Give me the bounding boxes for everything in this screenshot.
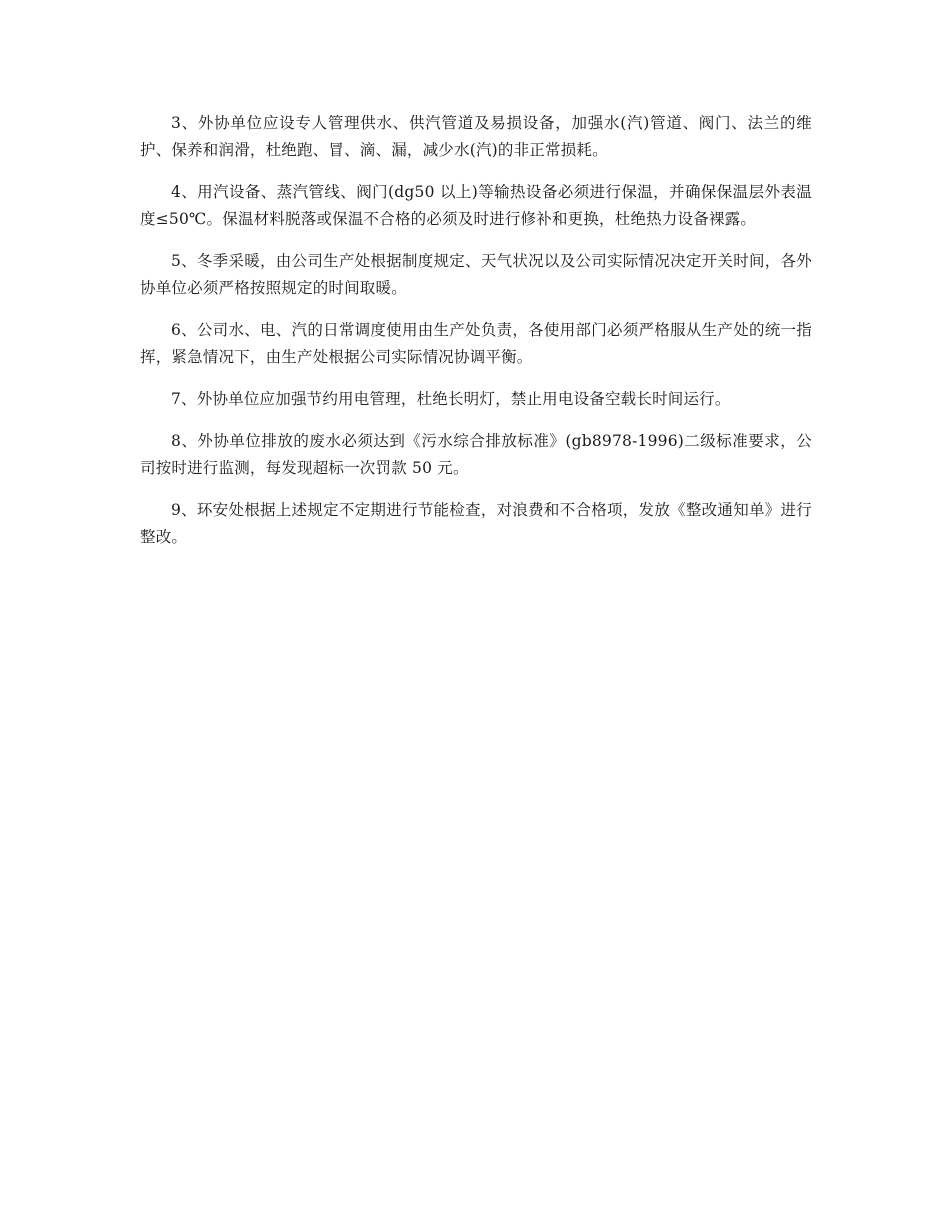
paragraph-item-8: 8、外协单位排放的废水必须达到《污水综合排放标准》(gb8978-1996)二级标准要求，公司按时进行监测，每发现超标一次罚款 50 元。 bbox=[140, 432, 812, 477]
paragraph-item-4: 4、用汽设备、蒸汽管线、阀门(dg50 以上)等输热设备必须进行保温，并确保保温层外表温度≤50℃。保温材料脱落或保温不合格的必须及时进行修补和更换，杜绝热力设备裸露。 bbox=[140, 183, 812, 228]
paragraph-item-6: 6、公司水、电、汽的日常调度使用由生产处负责，各使用部门必须严格服从生产处的统一指挥，紧急情况下，由生产处根据公司实际情况协调平衡。 bbox=[140, 321, 812, 366]
paragraph-item-3: 3、外协单位应设专人管理供水、供汽管道及易损设备，加强水(汽)管道、阀门、法兰的维护、保养和润滑，杜绝跑、冒、滴、漏，减少水(汽)的非正常损耗。 bbox=[140, 114, 812, 159]
paragraph-item-5: 5、冬季采暖，由公司生产处根据制度规定、天气状况以及公司实际情况决定开关时间，各外协单位必须严格按照规定的时间取暖。 bbox=[140, 252, 812, 297]
document-body bbox=[140, 110, 812, 566]
paragraph-item-9: 9、环安处根据上述规定不定期进行节能检查，对浪费和不合格项，发放《整改通知单》进行整改。 bbox=[140, 501, 812, 546]
paragraph-item-7: 7、外协单位应加强节约用电管理，杜绝长明灯，禁止用电设备空载长时间运行。 bbox=[171, 390, 731, 408]
